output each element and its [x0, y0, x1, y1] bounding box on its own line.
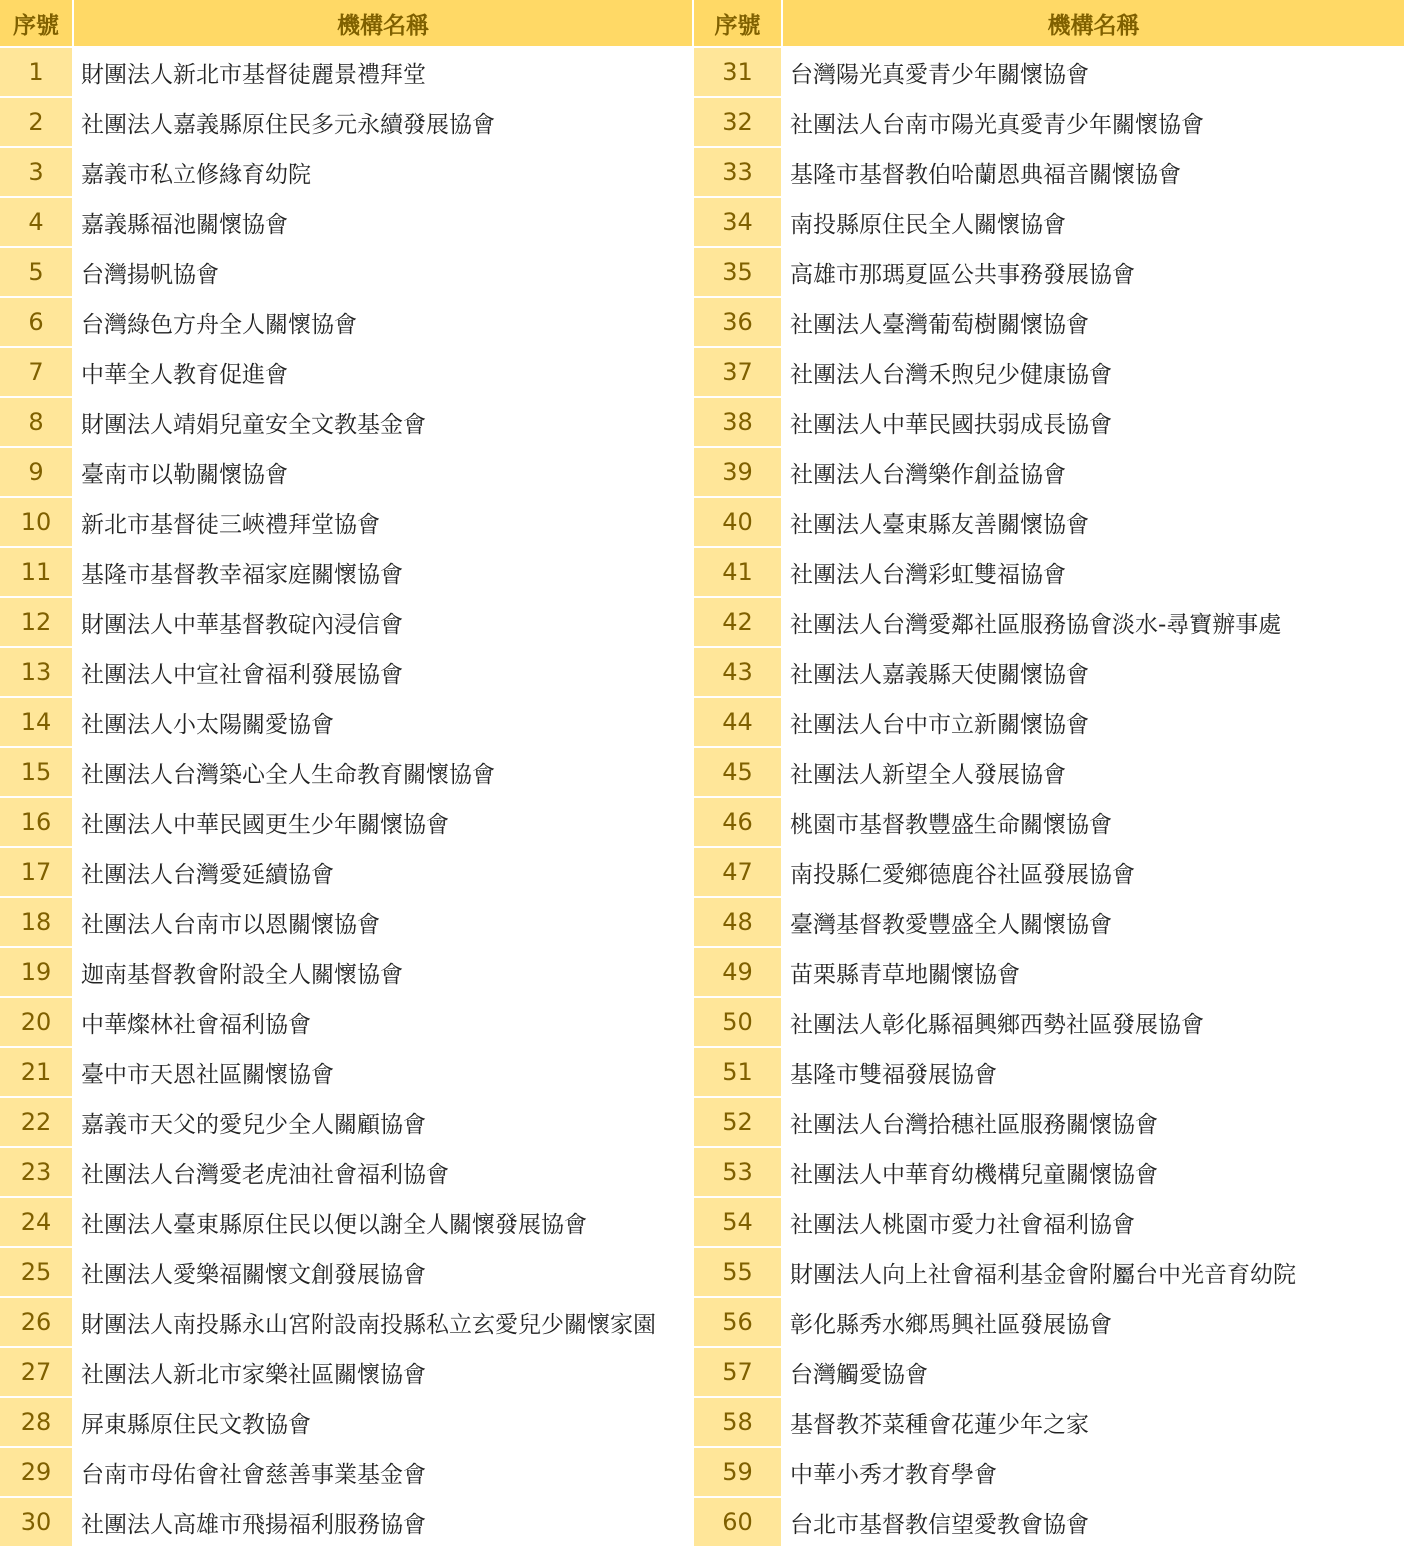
table-cell-org-name-right: 社團法人臺灣葡萄樹關懷協會	[783, 298, 1404, 348]
table-cell-org-name-left: 新北市基督徒三峽禮拜堂協會	[74, 498, 694, 548]
table-cell-serial-right: 55	[694, 1248, 783, 1298]
table-cell-org-name-left: 臺中市天恩社區關懷協會	[74, 1048, 694, 1098]
table-cell-serial-right: 48	[694, 898, 783, 948]
table-cell-serial-right: 57	[694, 1348, 783, 1398]
table-cell-serial-right: 44	[694, 698, 783, 748]
table-cell-serial-right: 36	[694, 298, 783, 348]
table-cell-org-name-left: 社團法人新北市家樂社區關懷協會	[74, 1348, 694, 1398]
table-cell-serial-left: 13	[0, 648, 74, 698]
table-cell-serial-left: 16	[0, 798, 74, 848]
table-cell-serial-left: 25	[0, 1248, 74, 1298]
table-cell-serial-right: 58	[694, 1398, 783, 1448]
table-cell-org-name-right: 社團法人台中市立新關懷協會	[783, 698, 1404, 748]
table-cell-serial-right: 59	[694, 1448, 783, 1498]
header-serial-left: 序號	[0, 0, 74, 48]
table-cell-serial-right: 46	[694, 798, 783, 848]
table-cell-org-name-right: 社團法人台灣彩虹雙福協會	[783, 548, 1404, 598]
table-cell-org-name-right: 社團法人台南市陽光真愛青少年關懷協會	[783, 98, 1404, 148]
table-cell-serial-left: 2	[0, 98, 74, 148]
table-cell-serial-left: 9	[0, 448, 74, 498]
table-cell-serial-right: 49	[694, 948, 783, 998]
table-cell-org-name-left: 社團法人高雄市飛揚福利服務協會	[74, 1498, 694, 1548]
table-cell-serial-right: 35	[694, 248, 783, 298]
table-cell-org-name-right: 社團法人台灣樂作創益協會	[783, 448, 1404, 498]
table-cell-org-name-left: 中華全人教育促進會	[74, 348, 694, 398]
table-cell-serial-left: 14	[0, 698, 74, 748]
table-cell-serial-right: 43	[694, 648, 783, 698]
table-cell-serial-right: 39	[694, 448, 783, 498]
table-cell-serial-left: 22	[0, 1098, 74, 1148]
table-cell-serial-right: 45	[694, 748, 783, 798]
table-cell-serial-right: 40	[694, 498, 783, 548]
table-cell-serial-left: 4	[0, 198, 74, 248]
table-cell-serial-left: 24	[0, 1198, 74, 1248]
table-cell-org-name-left: 社團法人愛樂福關懷文創發展協會	[74, 1248, 694, 1298]
table-cell-org-name-left: 社團法人小太陽關愛協會	[74, 698, 694, 748]
table-cell-serial-left: 23	[0, 1148, 74, 1198]
table-cell-serial-left: 17	[0, 848, 74, 898]
table-cell-serial-left: 3	[0, 148, 74, 198]
table-cell-org-name-left: 社團法人中宣社會福利發展協會	[74, 648, 694, 698]
table-cell-serial-right: 53	[694, 1148, 783, 1198]
table-cell-org-name-right: 臺灣基督教愛豐盛全人關懷協會	[783, 898, 1404, 948]
table-cell-org-name-right: 社團法人嘉義縣天使關懷協會	[783, 648, 1404, 698]
table-cell-serial-left: 27	[0, 1348, 74, 1398]
table-cell-serial-left: 30	[0, 1498, 74, 1548]
table-cell-org-name-left: 中華燦林社會福利協會	[74, 998, 694, 1048]
table-cell-serial-left: 10	[0, 498, 74, 548]
table-cell-org-name-right: 社團法人中華民國扶弱成長協會	[783, 398, 1404, 448]
table-cell-serial-right: 34	[694, 198, 783, 248]
table-cell-serial-right: 38	[694, 398, 783, 448]
table-cell-serial-left: 15	[0, 748, 74, 798]
table-cell-serial-right: 42	[694, 598, 783, 648]
table-cell-serial-left: 19	[0, 948, 74, 998]
table-cell-org-name-right: 基隆市基督教伯哈蘭恩典福音關懷協會	[783, 148, 1404, 198]
table-cell-org-name-right: 苗栗縣青草地關懷協會	[783, 948, 1404, 998]
table-cell-serial-left: 28	[0, 1398, 74, 1448]
table-cell-org-name-right: 中華小秀才教育學會	[783, 1448, 1404, 1498]
table-cell-org-name-left: 財團法人新北市基督徒麗景禮拜堂	[74, 48, 694, 98]
table-cell-serial-right: 56	[694, 1298, 783, 1348]
table-cell-org-name-left: 屏東縣原住民文教協會	[74, 1398, 694, 1448]
table-cell-serial-left: 8	[0, 398, 74, 448]
table-cell-serial-right: 37	[694, 348, 783, 398]
table-cell-serial-left: 12	[0, 598, 74, 648]
table-cell-org-name-left: 台南市母佑會社會慈善事業基金會	[74, 1448, 694, 1498]
table-cell-org-name-left: 社團法人台灣築心全人生命教育關懷協會	[74, 748, 694, 798]
table-cell-org-name-left: 嘉義市天父的愛兒少全人關顧協會	[74, 1098, 694, 1148]
header-org-name-right: 機構名稱	[783, 0, 1404, 48]
table-cell-org-name-right: 財團法人向上社會福利基金會附屬台中光音育幼院	[783, 1248, 1404, 1298]
table-cell-org-name-right: 桃園市基督教豐盛生命關懷協會	[783, 798, 1404, 848]
table-cell-org-name-right: 社團法人中華育幼機構兒童關懷協會	[783, 1148, 1404, 1198]
table-cell-org-name-right: 社團法人桃園市愛力社會福利協會	[783, 1198, 1404, 1248]
table-cell-org-name-left: 嘉義縣福池關懷協會	[74, 198, 694, 248]
table-cell-serial-left: 1	[0, 48, 74, 98]
table-cell-org-name-left: 社團法人台灣愛延續協會	[74, 848, 694, 898]
table-cell-org-name-right: 高雄市那瑪夏區公共事務發展協會	[783, 248, 1404, 298]
table-cell-org-name-left: 社團法人台南市以恩關懷協會	[74, 898, 694, 948]
header-serial-right: 序號	[694, 0, 783, 48]
table-cell-org-name-right: 社團法人彰化縣福興鄉西勢社區發展協會	[783, 998, 1404, 1048]
table-cell-org-name-right: 基督教芥菜種會花蓮少年之家	[783, 1398, 1404, 1448]
table-cell-org-name-left: 基隆市基督教幸福家庭關懷協會	[74, 548, 694, 598]
table-cell-serial-right: 51	[694, 1048, 783, 1098]
table-cell-org-name-left: 社團法人嘉義縣原住民多元永續發展協會	[74, 98, 694, 148]
table-cell-org-name-right: 社團法人台灣愛鄰社區服務協會淡水-尋寶辦事處	[783, 598, 1404, 648]
table-cell-org-name-right: 台灣陽光真愛青少年關懷協會	[783, 48, 1404, 98]
table-cell-org-name-left: 臺南市以勒關懷協會	[74, 448, 694, 498]
table-cell-serial-left: 21	[0, 1048, 74, 1098]
table-cell-serial-right: 41	[694, 548, 783, 598]
table-cell-org-name-right: 社團法人新望全人發展協會	[783, 748, 1404, 798]
table-cell-org-name-right: 社團法人台灣禾煦兒少健康協會	[783, 348, 1404, 398]
table-cell-org-name-left: 社團法人中華民國更生少年關懷協會	[74, 798, 694, 848]
table-cell-serial-left: 7	[0, 348, 74, 398]
table-cell-serial-left: 5	[0, 248, 74, 298]
table-cell-serial-right: 47	[694, 848, 783, 898]
table-cell-org-name-left: 台灣綠色方舟全人關懷協會	[74, 298, 694, 348]
table-cell-org-name-right: 基隆市雙福發展協會	[783, 1048, 1404, 1098]
table-cell-serial-left: 11	[0, 548, 74, 598]
table-cell-serial-right: 33	[694, 148, 783, 198]
table-cell-org-name-right: 社團法人台灣拾穗社區服務關懷協會	[783, 1098, 1404, 1148]
table-cell-org-name-left: 嘉義市私立修緣育幼院	[74, 148, 694, 198]
table-cell-serial-left: 20	[0, 998, 74, 1048]
table-cell-org-name-right: 南投縣仁愛鄉德鹿谷社區發展協會	[783, 848, 1404, 898]
table-cell-org-name-right: 台北市基督教信望愛教會協會	[783, 1498, 1404, 1548]
table-cell-org-name-left: 迦南基督教會附設全人關懷協會	[74, 948, 694, 998]
table-cell-serial-left: 18	[0, 898, 74, 948]
table-cell-serial-right: 50	[694, 998, 783, 1048]
table-cell-serial-right: 31	[694, 48, 783, 98]
table-cell-serial-left: 26	[0, 1298, 74, 1348]
table-cell-serial-right: 52	[694, 1098, 783, 1148]
table-cell-serial-right: 60	[694, 1498, 783, 1548]
table-cell-org-name-right: 彰化縣秀水鄉馬興社區發展協會	[783, 1298, 1404, 1348]
table-cell-org-name-right: 台灣觸愛協會	[783, 1348, 1404, 1398]
table-cell-serial-right: 32	[694, 98, 783, 148]
table-cell-org-name-left: 財團法人靖娟兒童安全文教基金會	[74, 398, 694, 448]
table-cell-org-name-left: 財團法人中華基督教碇內浸信會	[74, 598, 694, 648]
table-cell-serial-left: 29	[0, 1448, 74, 1498]
table-cell-serial-left: 6	[0, 298, 74, 348]
table-cell-org-name-left: 台灣揚帆協會	[74, 248, 694, 298]
header-org-name-left: 機構名稱	[74, 0, 694, 48]
table-cell-serial-right: 54	[694, 1198, 783, 1248]
table-cell-org-name-right: 南投縣原住民全人關懷協會	[783, 198, 1404, 248]
table-cell-org-name-left: 社團法人台灣愛老虎油社會福利協會	[74, 1148, 694, 1198]
table-cell-org-name-left: 財團法人南投縣永山宮附設南投縣私立玄愛兒少關懷家園	[74, 1298, 694, 1348]
table-cell-org-name-right: 社團法人臺東縣友善關懷協會	[783, 498, 1404, 548]
table-cell-org-name-left: 社團法人臺東縣原住民以便以謝全人關懷發展協會	[74, 1198, 694, 1248]
